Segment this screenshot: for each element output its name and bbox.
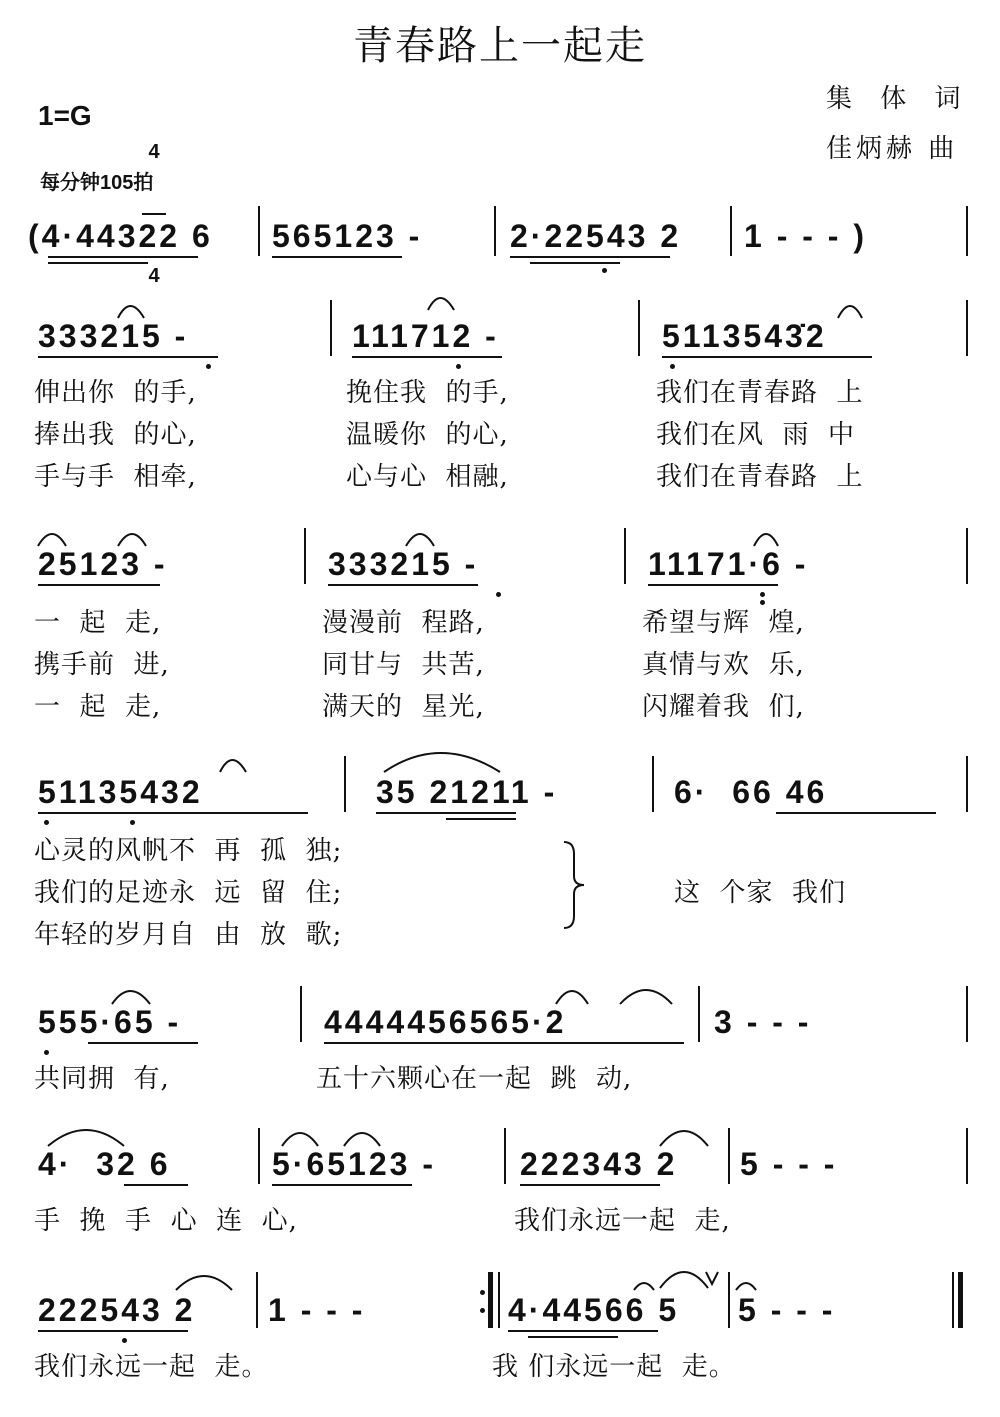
lyric-line: 我 们永远一起 走。 <box>492 1352 736 1382</box>
octave-dot <box>670 364 675 369</box>
slur <box>406 534 434 546</box>
lyric-line: 闪耀着我 们, <box>642 692 805 722</box>
barline <box>256 1272 258 1328</box>
barline <box>730 206 732 256</box>
lyricist-credit: 集 体 词 <box>826 84 971 114</box>
barline <box>494 206 496 256</box>
lyric-line: 伸出你 的手, <box>34 378 197 408</box>
slur <box>118 306 144 318</box>
lyric-line: 我们的足迹永 远 留 住; <box>34 878 343 908</box>
barline <box>624 528 626 584</box>
measure: 2·22543 2 <box>510 218 682 254</box>
barline <box>258 1128 260 1184</box>
fermata-icon <box>736 1283 756 1290</box>
barline <box>498 1272 500 1328</box>
beam-line <box>520 1184 660 1186</box>
octave-dot <box>206 364 211 369</box>
lyric-brace <box>560 840 590 930</box>
lyric-line: 一 起 走, <box>34 608 162 638</box>
measure: 333215 - <box>38 318 189 354</box>
beam-line <box>508 1330 658 1332</box>
lyric-line: 满天的 星光, <box>322 692 485 722</box>
measure: 5 - - - <box>740 1146 838 1182</box>
measure: 51135432 <box>38 774 203 810</box>
barline <box>344 756 346 812</box>
lyric-line: 五十六颗心在一起 跳 动, <box>316 1064 633 1094</box>
beam-line <box>328 584 478 586</box>
barline <box>258 206 260 256</box>
beam-line <box>530 262 620 264</box>
beam-line <box>648 584 778 586</box>
barline <box>652 756 654 812</box>
fermata-icon <box>634 1283 654 1290</box>
lyric-line: 挽住我 的手, <box>346 378 509 408</box>
lyric-line: 手与手 相牵, <box>34 462 197 492</box>
barline <box>504 1128 506 1184</box>
lyric-line: 心灵的风帆不 再 孤 独; <box>34 836 343 866</box>
beam-line <box>88 1042 198 1044</box>
octave-dot <box>456 364 461 369</box>
lyric-line: 我们在青春路 上 <box>656 378 864 408</box>
measure: 555·65 - <box>38 1004 182 1040</box>
beam-line <box>272 256 402 258</box>
barline <box>966 528 968 584</box>
measure: 111712 - <box>352 318 499 354</box>
slur <box>176 1276 232 1290</box>
song-title: 青春路上一起走 <box>353 23 647 69</box>
measure: 25123 - <box>38 546 168 582</box>
barline <box>698 986 700 1042</box>
lyric-line: 温暖你 的心, <box>346 420 509 450</box>
octave-dot <box>44 820 49 825</box>
barline <box>966 206 968 256</box>
measure: 5113543̇2 <box>662 318 827 354</box>
octave-dot <box>760 592 765 597</box>
octave-dot <box>602 268 607 273</box>
repeat-dot <box>480 1308 485 1313</box>
time-signature <box>142 92 166 312</box>
measure: 6· 66 46 <box>674 774 828 810</box>
slur <box>344 1133 380 1146</box>
slur <box>282 1133 318 1146</box>
slur <box>112 991 150 1004</box>
slur <box>220 760 246 772</box>
beam-line <box>48 262 148 264</box>
lyric-line: 真情与欢 乐, <box>642 650 805 680</box>
octave-dot <box>44 1050 49 1055</box>
repeat-dot <box>480 1290 485 1295</box>
barline <box>966 756 968 812</box>
slur <box>118 534 146 546</box>
beam-line <box>272 1184 412 1186</box>
slur <box>660 1131 708 1146</box>
beam-line <box>376 812 516 814</box>
measure: 35 21211 - <box>376 774 558 810</box>
meter-bottom: 4 <box>148 265 160 287</box>
lyric-line: 我们永远一起 走, <box>514 1206 731 1236</box>
barline <box>966 1128 968 1184</box>
slur <box>428 298 454 310</box>
slur <box>384 753 500 772</box>
slur <box>38 534 66 546</box>
beam-line <box>38 584 160 586</box>
breath-mark-icon <box>706 1272 718 1284</box>
beam-line <box>38 356 218 358</box>
slur <box>754 534 778 546</box>
lyric-line: 年轻的岁月自 由 放 歌; <box>34 920 343 950</box>
slur <box>556 991 588 1004</box>
measure: 333215 - <box>328 546 479 582</box>
barline <box>952 1272 954 1328</box>
barline <box>728 1128 730 1184</box>
measure: 4· 32 6 <box>38 1146 171 1182</box>
measure: 222343 2 <box>520 1146 678 1182</box>
lyric-line: 我们在风 雨 中 <box>656 420 856 450</box>
barline <box>300 986 302 1042</box>
lyric-line: 心与心 相融, <box>346 462 509 492</box>
composer-credit: 佳炳赫 曲 <box>826 134 959 164</box>
beam-line <box>324 1042 684 1044</box>
measure: 565123 - <box>272 218 423 254</box>
barline <box>966 300 968 356</box>
measure: 1 - - - ) <box>744 218 867 254</box>
measure: (4·44322 6 <box>28 218 213 254</box>
beam-line <box>38 1330 188 1332</box>
lyric-line: 漫漫前 程路, <box>322 608 485 638</box>
lyric-line: 共同拥 有, <box>34 1064 170 1094</box>
lyric-line: 手 挽 手 心 连 心, <box>34 1206 298 1236</box>
beam-line <box>446 818 516 820</box>
octave-dot <box>130 820 135 825</box>
measure: 5·65123 - <box>272 1146 436 1182</box>
lyric-line: 一 起 走, <box>34 692 162 722</box>
slur <box>48 1130 124 1146</box>
final-barline <box>958 1272 963 1328</box>
octave-dot <box>122 1338 127 1343</box>
lyric-line: 我们在青春路 上 <box>656 462 864 492</box>
beam-line <box>48 256 198 258</box>
barline <box>304 528 306 584</box>
slur <box>660 1272 708 1288</box>
measure: 4444456565·2 <box>324 1004 567 1040</box>
beam-line <box>662 356 872 358</box>
measure: 222543 2 <box>38 1292 196 1328</box>
lyric-line: 希望与辉 煌, <box>642 608 805 638</box>
slur <box>620 990 672 1004</box>
beam-line <box>38 812 308 814</box>
measure: 5 - - - <box>738 1292 836 1328</box>
barline <box>728 1272 730 1328</box>
meter-top: 4 <box>148 141 160 163</box>
barline <box>330 300 332 356</box>
measure: 1 - - - <box>268 1292 366 1328</box>
barline <box>966 986 968 1042</box>
octave-dot <box>496 592 501 597</box>
tempo-marking: 每分钟105拍 <box>40 172 154 194</box>
beam-line <box>776 812 936 814</box>
beam-line <box>124 1184 188 1186</box>
lyric-line: 同甘与 共苦, <box>322 650 485 680</box>
repeat-barline <box>488 1272 493 1328</box>
lyric-line: 这 个家 我们 <box>674 878 847 908</box>
beam-line <box>352 356 502 358</box>
lyric-line: 我们永远一起 走。 <box>34 1352 269 1382</box>
measure: 11171·6 - <box>648 546 809 582</box>
beam-line <box>510 256 670 258</box>
slur <box>838 306 862 318</box>
barline <box>638 300 640 356</box>
measure: 3 - - - <box>714 1004 812 1040</box>
lyric-line: 携手前 进, <box>34 650 170 680</box>
lyric-line: 捧出我 的心, <box>34 420 197 450</box>
beam-line <box>528 1336 618 1338</box>
meter-line <box>142 213 166 215</box>
measure: 4·44566 5 <box>508 1292 680 1328</box>
key-signature: 1=G <box>38 100 92 131</box>
